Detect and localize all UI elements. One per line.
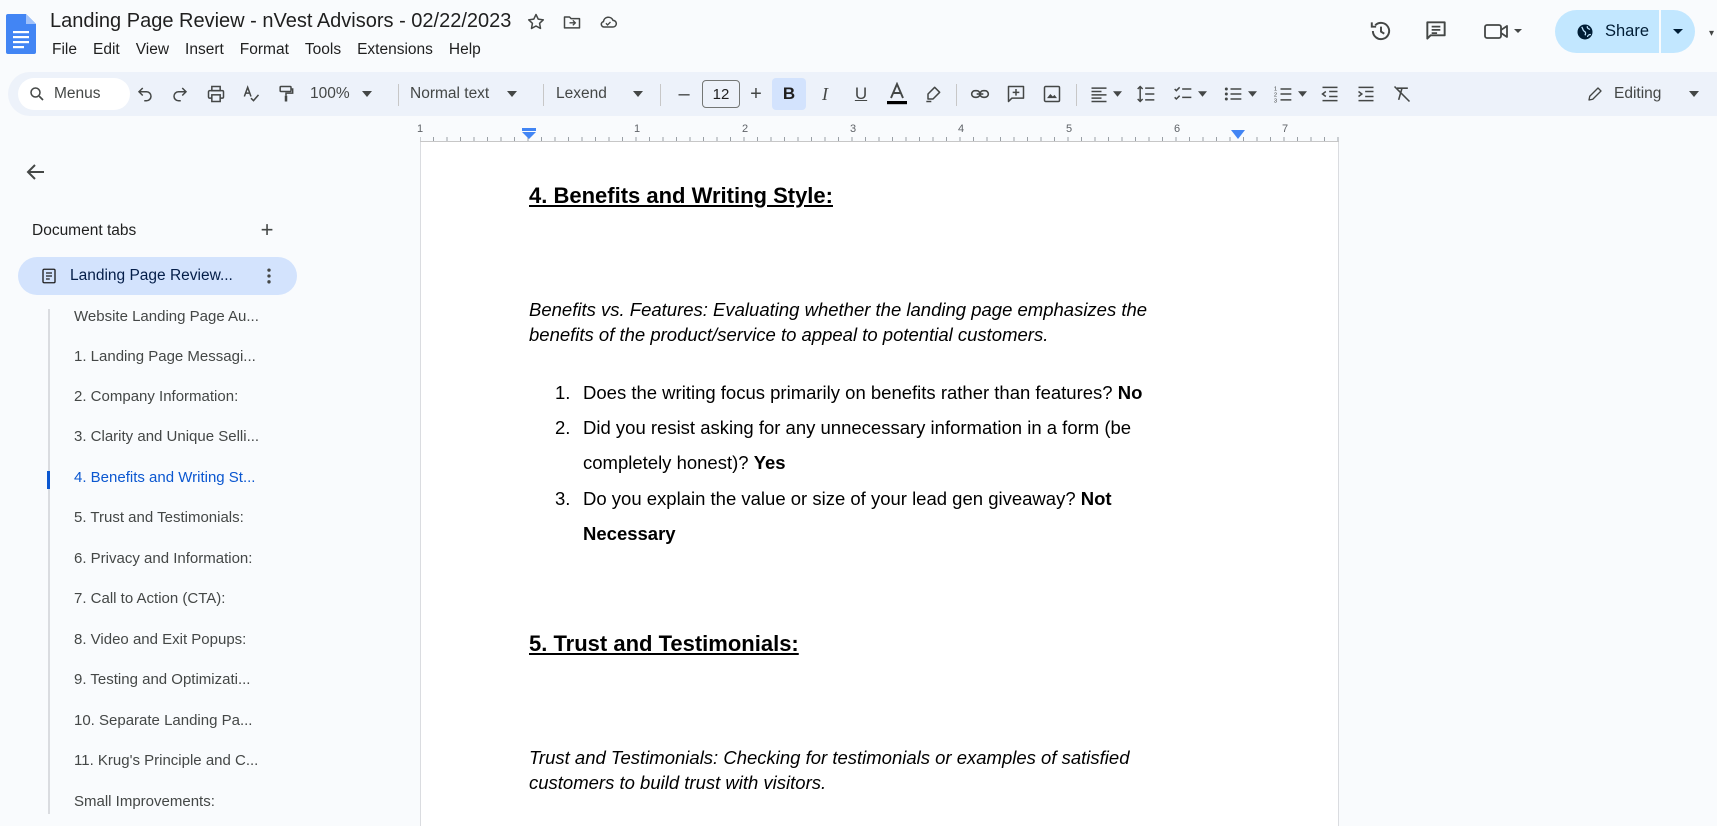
share-button[interactable] (1555, 10, 1659, 53)
list-item-answer: Not Necessary (583, 488, 1112, 544)
comments-icon[interactable] (1421, 16, 1451, 46)
chevron-down-icon (1248, 91, 1257, 97)
highlight-color-button[interactable] (917, 72, 949, 116)
version-history-icon[interactable] (1366, 16, 1396, 46)
ruler-label: 5 (1065, 123, 1073, 135)
svg-text:3: 3 (1273, 98, 1277, 104)
right-indent-marker-icon[interactable] (1231, 130, 1245, 140)
list-item-text: Does the writing focus primarily on benefits rather than features? (583, 382, 1113, 403)
checklist-icon (1172, 84, 1194, 104)
outline-item[interactable]: 7. Call to Action (CTA): (74, 590, 226, 607)
ruler-label: 2 (741, 123, 749, 135)
share-label: Share (1605, 22, 1650, 40)
chevron-down-icon (633, 91, 643, 97)
horizontal-ruler[interactable] (416, 120, 1339, 142)
text-color-button[interactable] (881, 72, 913, 116)
menu-help[interactable]: Help (448, 41, 481, 58)
underline-button[interactable] (845, 72, 877, 116)
redo-icon[interactable] (165, 72, 195, 116)
chevron-down-icon (362, 91, 372, 97)
numbered-list-select[interactable] (1266, 72, 1312, 116)
back-arrow-icon[interactable] (24, 160, 52, 188)
decrease-indent-icon[interactable] (1314, 72, 1346, 116)
ruler-label: 7 (1281, 123, 1289, 135)
ruler-label: 1 (416, 123, 424, 135)
menu-bar (44, 39, 489, 61)
left-indent-marker-icon[interactable] (521, 128, 537, 140)
move-folder-icon[interactable] (561, 11, 583, 33)
formatting-toolbar (8, 72, 1717, 116)
benefits-intro-paragraph[interactable]: Benefits vs. Features: Evaluating whether the landing page emphasizes the benefits of the product/service to appeal to potential customers. (529, 299, 1148, 345)
menu-edit[interactable]: Edit (92, 41, 120, 58)
outline-active-indicator (47, 471, 50, 489)
menu-view[interactable]: View (135, 41, 170, 58)
add-comment-icon[interactable] (1000, 72, 1032, 116)
ruler-label: 6 (1173, 123, 1181, 135)
menu-file[interactable]: File (52, 41, 77, 58)
ruler-label: 4 (957, 123, 965, 135)
list-item-number: 2. (555, 417, 571, 438)
list-item-text: Did you resist asking for any unnecessary information in a form (be completely honest)? (583, 417, 1132, 473)
document-tabs-heading: Document tabs (32, 222, 137, 239)
align-left-icon (1089, 84, 1109, 104)
text-color-icon (886, 82, 908, 106)
document-icon (40, 267, 58, 285)
highlighter-icon (923, 84, 943, 104)
list-item[interactable] (555, 410, 1185, 480)
toolbar-divider (956, 84, 957, 106)
increase-font-size-button[interactable]: + (750, 82, 762, 105)
toolbar-divider (398, 84, 399, 106)
list-item-answer: Yes (753, 452, 786, 473)
docs-logo-icon[interactable] (6, 14, 36, 54)
chevron-down-icon (507, 91, 517, 97)
ruler-label: 3 (849, 123, 857, 135)
ruler-label: 1 (633, 123, 641, 135)
outline-rail (48, 309, 50, 814)
outline-item[interactable]: 1. Landing Page Messagi... (74, 348, 256, 365)
outline-item[interactable]: 3. Clarity and Unique Selli... (74, 428, 260, 445)
outline-item[interactable]: Website Landing Page Au... (74, 308, 259, 325)
checklist-select[interactable] (1166, 72, 1212, 116)
outline-item[interactable]: 8. Video and Exit Popups: (74, 631, 247, 648)
heading-benefits[interactable]: 4. Benefits and Writing Style: (529, 183, 833, 208)
list-item-text: Do you explain the value or size of your lead gen giveaway? (583, 488, 1076, 509)
outline-item[interactable]: 5. Trust and Testimonials: (74, 509, 244, 526)
list-item[interactable] (555, 375, 1185, 410)
font-family-select[interactable] (556, 72, 656, 116)
chevron-down-icon (1198, 91, 1207, 97)
document-tab-selected[interactable] (18, 257, 297, 295)
pencil-icon (1586, 85, 1604, 103)
meet-video-icon[interactable] (1481, 16, 1531, 46)
trust-intro-paragraph[interactable]: Trust and Testimonials: Checking for testimonials or examples of satisfied customers to build trust with visitors. (529, 747, 1130, 793)
italic-button[interactable] (809, 72, 841, 116)
search-menus-input[interactable] (18, 78, 130, 110)
spellcheck-icon[interactable] (236, 72, 266, 116)
align-select[interactable] (1084, 72, 1126, 116)
clear-formatting-icon[interactable] (1386, 72, 1418, 116)
editing-mode-value: Editing (1614, 85, 1662, 102)
menu-tools[interactable]: Tools (304, 41, 342, 58)
toolbar-divider (1076, 84, 1077, 106)
search-icon (28, 85, 46, 103)
underline-icon: U (854, 84, 868, 103)
list-item-answer: No (1117, 382, 1143, 403)
outline-item[interactable]: Small Improvements: (74, 793, 215, 810)
bulleted-list-icon (1222, 84, 1244, 104)
add-tab-button[interactable]: + (260, 217, 274, 242)
search-menus-label: Menus (54, 85, 101, 102)
outline-item[interactable]: 6. Privacy and Information: (74, 550, 253, 567)
insert-image-icon[interactable] (1036, 72, 1068, 116)
outline-item-active[interactable]: 4. Benefits and Writing St... (74, 469, 256, 486)
font-size-input[interactable]: 12 (702, 80, 740, 108)
share-dropdown-button[interactable] (1661, 10, 1695, 53)
zoom-value: 100% (310, 85, 350, 102)
line-spacing-icon[interactable] (1130, 72, 1162, 116)
insert-link-icon[interactable] (964, 72, 996, 116)
more-vert-icon[interactable] (259, 266, 279, 286)
outline-item[interactable]: 2. Company Information: (74, 388, 239, 405)
chevron-down-icon (1672, 28, 1684, 36)
bulleted-list-select[interactable] (1216, 72, 1262, 116)
svg-text:2: 2 (1273, 92, 1277, 99)
outline-item[interactable]: 9. Testing and Optimizati... (74, 671, 251, 688)
numbered-list-icon (1272, 84, 1294, 104)
editing-mode-select[interactable] (1586, 72, 1717, 116)
font-family-value: Lexend (556, 85, 607, 102)
document-tab-label: Landing Page Review... (70, 267, 233, 284)
app-header (0, 0, 1717, 66)
star-icon[interactable] (525, 11, 547, 33)
chevron-down-icon (1298, 91, 1307, 97)
paragraph-style-value: Normal text (410, 85, 490, 102)
decrease-font-size-button[interactable]: – (678, 82, 690, 105)
list-item[interactable] (555, 481, 1185, 551)
globe-icon (1575, 22, 1595, 42)
header-overflow-icon[interactable]: ▾ (1709, 28, 1715, 39)
toolbar-divider (543, 84, 544, 106)
list-item-number: 3. (555, 488, 571, 509)
chevron-down-icon (1113, 91, 1122, 97)
outline-item[interactable]: 11. Krug's Principle and C... (74, 752, 259, 769)
bold-icon: B (782, 84, 796, 103)
list-item-number: 1. (555, 382, 571, 403)
menu-extensions[interactable]: Extensions (357, 41, 433, 58)
cloud-saved-icon[interactable] (597, 11, 619, 33)
document-title[interactable]: Landing Page Review - nVest Advisors - 02/22/2023 (50, 10, 512, 32)
undo-icon[interactable] (130, 72, 160, 116)
outline-item[interactable]: 10. Separate Landing Pa... (74, 712, 253, 729)
paragraph-style-select[interactable] (410, 72, 536, 116)
bold-button[interactable] (772, 78, 806, 110)
increase-indent-icon[interactable] (1350, 72, 1382, 116)
svg-text:1: 1 (1273, 86, 1277, 93)
chevron-down-icon (1689, 91, 1699, 97)
heading-trust[interactable]: 5. Trust and Testimonials: (529, 631, 799, 656)
ruler-ticks (420, 120, 1339, 142)
print-icon[interactable] (201, 72, 231, 116)
menu-format[interactable]: Format (239, 41, 289, 58)
zoom-select[interactable] (310, 72, 390, 116)
menu-insert[interactable]: Insert (185, 41, 224, 58)
italic-icon: I (822, 83, 828, 104)
toolbar-divider (660, 84, 661, 106)
paint-format-icon[interactable] (271, 72, 301, 116)
